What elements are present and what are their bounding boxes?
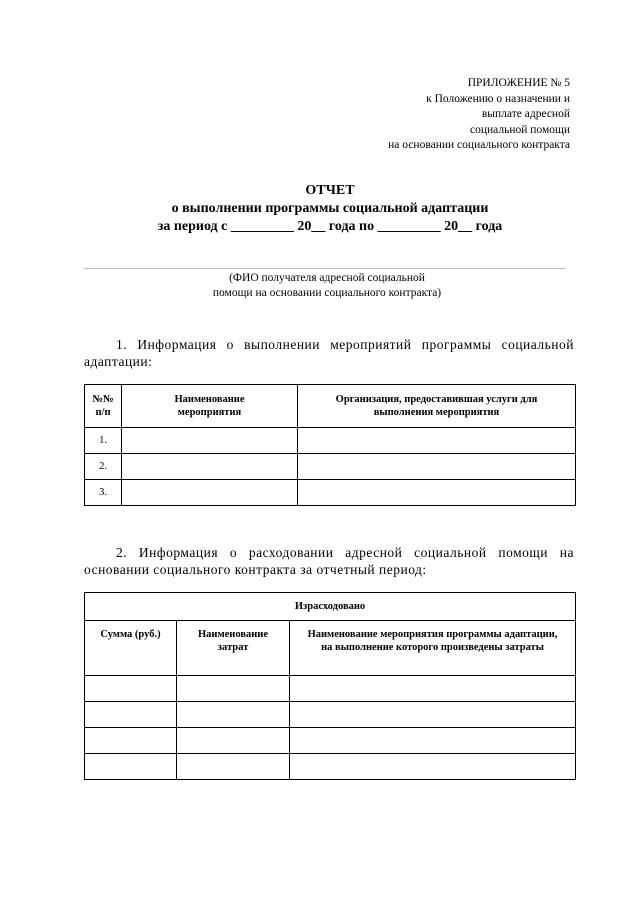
title-heading: ОТЧЕТ <box>305 183 355 198</box>
cost-cell[interactable] <box>177 728 290 754</box>
table-row <box>85 754 576 780</box>
appendix-number: ПРИЛОЖЕНИЕ № 5 <box>467 77 570 89</box>
table-header-row <box>85 385 576 428</box>
activity-cell[interactable] <box>290 702 576 728</box>
header-num: №№ п/п <box>85 385 122 428</box>
fio-underline <box>84 268 565 269</box>
activity-cell[interactable] <box>290 676 576 702</box>
section1-text: 1. Информация о выполнении мероприятий программы социальной адаптации: <box>84 337 574 369</box>
table-row <box>85 728 576 754</box>
cost-cell[interactable] <box>177 754 290 780</box>
cost-cell[interactable] <box>177 702 290 728</box>
appendix-line: социальной помощи <box>469 123 570 136</box>
appendix-line: к Положению о назначении и <box>426 92 570 105</box>
header-organization: Организация, предоставившая услуги для выполнения мероприятия <box>298 385 576 428</box>
table-header-row <box>85 621 576 676</box>
title-period: за период с _________ 20__ года по _________ 20__ года <box>157 219 503 234</box>
expenses-table <box>84 592 576 780</box>
activity-cell[interactable] <box>290 728 576 754</box>
fio-caption-line: помощи на основании социального контракта) <box>212 287 442 299</box>
activities-table <box>84 384 576 506</box>
header-cost-name: Наименование затрат <box>177 621 290 676</box>
fio-caption-line: (ФИО получателя адресной социальной <box>229 272 425 284</box>
document-title <box>60 182 600 236</box>
appendix-block <box>340 76 570 154</box>
header-activity-name: Наименование мероприятия программы адаптации, на выполнение которого произведены затраты <box>290 621 576 676</box>
row-num: 1. <box>85 428 122 454</box>
table-row <box>85 480 576 506</box>
organization-cell[interactable] <box>298 454 576 480</box>
activity-name-cell[interactable] <box>122 480 298 506</box>
table-row <box>85 454 576 480</box>
row-num: 2. <box>85 454 122 480</box>
header-activity-name: Наименование мероприятия <box>122 385 298 428</box>
organization-cell[interactable] <box>298 428 576 454</box>
fio-caption <box>80 271 574 301</box>
section2-text: 2. Информация о расходовании адресной социальной помощи на основании социального контракта за отчетный период: <box>84 545 574 577</box>
sum-cell[interactable] <box>85 754 177 780</box>
appendix-line: выплате адресной <box>481 108 570 120</box>
table-row <box>85 428 576 454</box>
expenses-caption: Израсходовано <box>85 593 576 621</box>
title-subheading: о выполнении программы социальной адаптации <box>171 201 489 216</box>
activity-name-cell[interactable] <box>122 428 298 454</box>
appendix-line: на основании социального контракта <box>388 139 570 151</box>
sum-cell[interactable] <box>85 702 177 728</box>
table-row <box>85 702 576 728</box>
activity-name-cell[interactable] <box>122 454 298 480</box>
sum-cell[interactable] <box>85 728 177 754</box>
table-caption-row <box>85 593 576 621</box>
header-sum: Сумма (руб.) <box>85 621 177 676</box>
activity-cell[interactable] <box>290 754 576 780</box>
row-num: 3. <box>85 480 122 506</box>
sum-cell[interactable] <box>85 676 177 702</box>
cost-cell[interactable] <box>177 676 290 702</box>
organization-cell[interactable] <box>298 480 576 506</box>
table-row <box>85 676 576 702</box>
